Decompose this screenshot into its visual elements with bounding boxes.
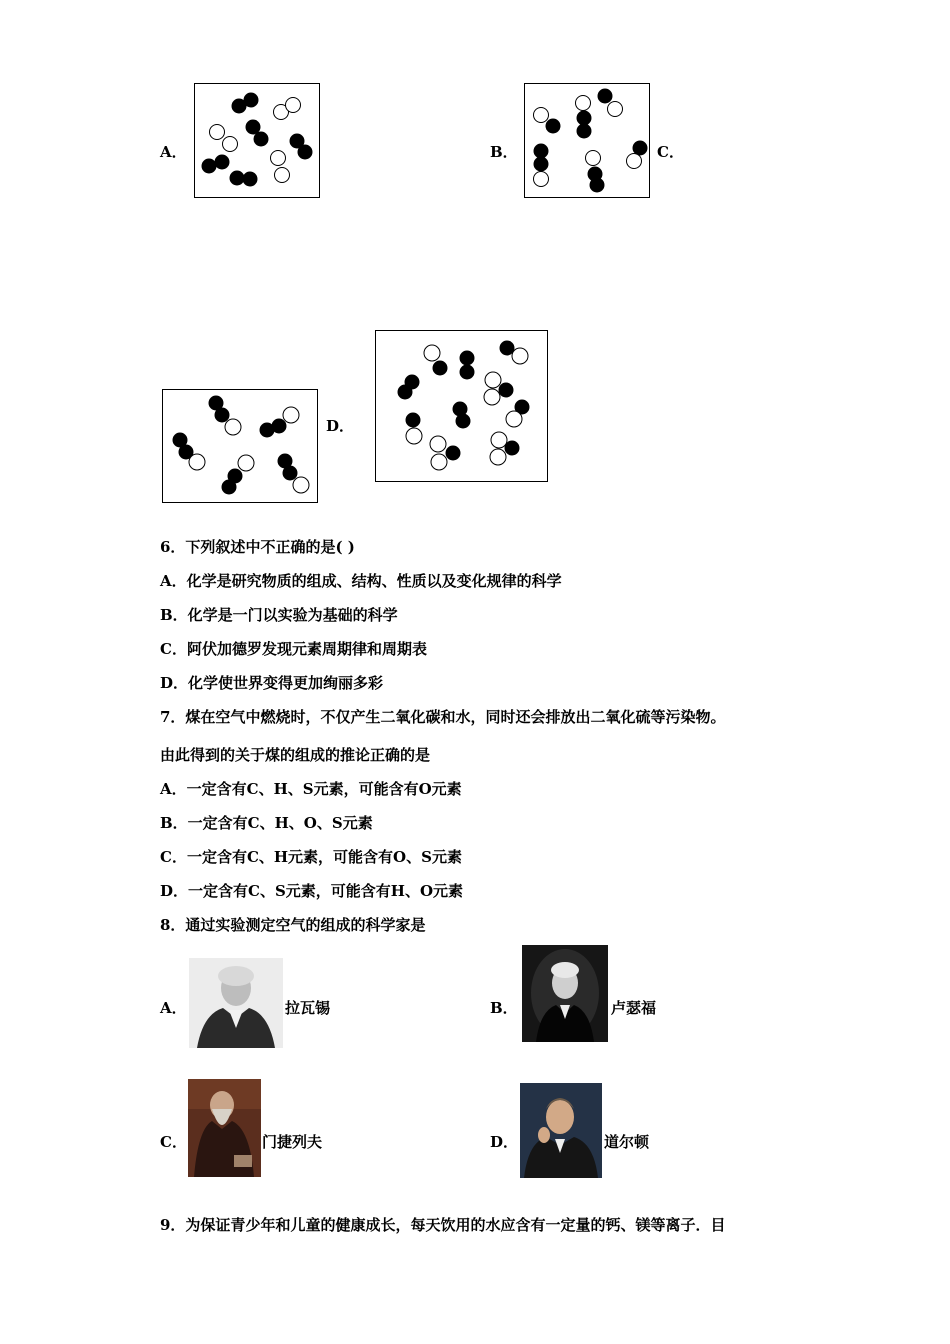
question-8-option-a-letter: A． — [160, 999, 187, 1017]
dalton-portrait — [520, 1083, 602, 1178]
question-9-stem: 9．为保证青少年和儿童的健康成长，每天饮用的水应含有一定量的钙、镁等离子．目 — [160, 1216, 726, 1234]
question-7-stem-continued: 由此得到的关于煤的组成的推论正确的是 — [160, 746, 431, 764]
molecule-diagram-b — [524, 83, 650, 198]
question-6-stem: 6．下列叙述中不正确的是( ) — [160, 538, 355, 556]
question-8-option-b-name: 卢瑟福 — [611, 999, 657, 1017]
option-c-label: C． — [657, 143, 684, 161]
question-7-option-c: C．一定含有C、H元素，可能含有O、S元素 — [160, 848, 462, 866]
question-8-option-d-letter: D． — [490, 1133, 519, 1151]
mendeleev-portrait — [188, 1079, 261, 1177]
option-a-label: A． — [160, 143, 187, 161]
question-8-option-a-name: 拉瓦锡 — [285, 999, 331, 1017]
option-b-label: B． — [490, 143, 518, 161]
question-6-option-d: D．化学使世界变得更加绚丽多彩 — [160, 674, 384, 692]
question-8-option-d-name: 道尔顿 — [604, 1133, 650, 1151]
molecule-diagram-d — [375, 330, 548, 482]
question-7-stem: 7．煤在空气中燃烧时，不仅产生二氧化碳和水，同时还会排放出二氧化硫等污染物。 — [160, 708, 726, 726]
question-8-option-c-letter: C． — [160, 1133, 187, 1151]
option-d-label: D． — [326, 417, 355, 435]
rutherford-portrait — [522, 945, 608, 1042]
question-6-option-b: B．化学是一门以实验为基础的科学 — [160, 606, 398, 624]
question-7-option-d: D．一定含有C、S元素，可能含有H、O元素 — [160, 882, 464, 900]
molecule-diagram-a — [194, 83, 320, 198]
question-8-option-b-letter: B． — [490, 999, 518, 1017]
question-7-option-b: B．一定含有C、H、O、S元素 — [160, 814, 373, 832]
question-6-option-c: C．阿伏加德罗发现元素周期律和周期表 — [160, 640, 427, 658]
question-8-option-c-name: 门捷列夫 — [262, 1133, 323, 1151]
question-8-stem: 8．通过实验测定空气的组成的科学家是 — [160, 916, 426, 934]
question-7-option-a: A．一定含有C、H、S元素，可能含有O元素 — [160, 780, 462, 798]
question-6-option-a: A．化学是研究物质的组成、结构、性质以及变化规律的科学 — [160, 572, 562, 590]
lavoisier-portrait — [189, 958, 283, 1048]
molecule-diagram-c — [162, 389, 318, 503]
